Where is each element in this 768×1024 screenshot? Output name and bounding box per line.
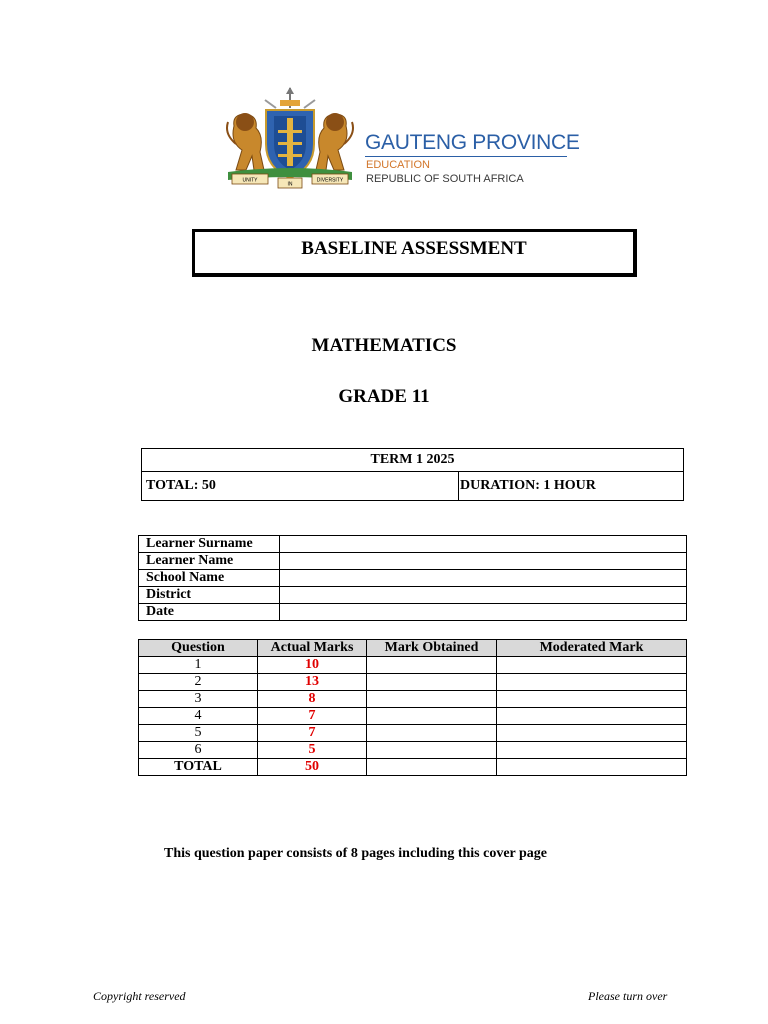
page-count-note: This question paper consists of 8 pages including this cover page [164,846,547,861]
learner-name-field[interactable] [280,553,687,570]
date-label: Date [139,604,280,621]
mark-obtained-cell[interactable] [367,725,497,742]
duration-cell: DURATION: 1 HOUR [459,472,684,501]
actual-marks: 7 [258,725,367,742]
table-row [139,553,687,570]
header-actual-marks: Actual Marks [258,640,367,657]
mark-obtained-cell[interactable] [367,657,497,674]
moderated-mark-cell[interactable] [497,708,687,725]
question-number: 5 [139,725,258,742]
question-number: 4 [139,708,258,725]
moderated-mark-cell[interactable] [497,742,687,759]
table-row [139,691,687,708]
table-row [139,570,687,587]
mark-obtained-cell[interactable] [367,708,497,725]
footer-copyright: Copyright reserved [93,989,186,1003]
footer-turn-over: Please turn over [588,989,668,1003]
table-row [139,708,687,725]
school-name-label: School Name [139,570,280,587]
total-row [139,759,687,776]
province-divider [365,156,567,157]
crest-motto-unity: UNITY [242,177,258,184]
date-field[interactable] [280,604,687,621]
total-actual-marks: 50 [258,759,367,776]
moderated-mark-cell[interactable] [497,725,687,742]
crest-motto-diversity: DIVERSITY [316,177,344,184]
learner-surname-label: Learner Surname [139,536,280,553]
moderated-mark-cell[interactable] [497,691,687,708]
actual-marks: 7 [258,708,367,725]
header-mark-obtained: Mark Obtained [367,640,497,657]
mark-obtained-cell[interactable] [367,742,497,759]
assessment-title: BASELINE ASSESSMENT [301,238,527,259]
mark-obtained-cell[interactable] [367,674,497,691]
province-name: GAUTENG PROVINCE [365,131,580,154]
title-box [192,229,637,277]
term-cell: TERM 1 2025 [142,449,684,472]
table-row [139,587,687,604]
moderated-mark-cell[interactable] [497,674,687,691]
table-row [139,604,687,621]
header-moderated-mark: Moderated Mark [497,640,687,657]
header-question: Question [139,640,258,657]
country-name: REPUBLIC OF SOUTH AFRICA [366,173,524,185]
total-moderated-mark-cell[interactable] [497,759,687,776]
total-label: TOTAL [139,759,258,776]
gauteng-crest-logo [220,86,360,190]
actual-marks: 10 [258,657,367,674]
table-row [139,657,687,674]
marks-header-row [139,640,687,657]
question-number: 1 [139,657,258,674]
mark-obtained-cell[interactable] [367,691,497,708]
crest-motto-in: IN [287,181,293,188]
subject-heading: MATHEMATICS [311,335,457,356]
table-row [139,742,687,759]
table-row [139,674,687,691]
learner-details-table [138,535,687,621]
moderated-mark-cell[interactable] [497,657,687,674]
district-label: District [139,587,280,604]
grade-heading: GRADE 11 [338,386,430,407]
question-number: 6 [139,742,258,759]
marks-table [138,639,687,776]
term-info-table [141,448,684,501]
table-row [139,536,687,553]
question-number: 2 [139,674,258,691]
learner-surname-field[interactable] [280,536,687,553]
actual-marks: 13 [258,674,367,691]
actual-marks: 8 [258,691,367,708]
learner-name-label: Learner Name [139,553,280,570]
total-mark-obtained-cell[interactable] [367,759,497,776]
question-number: 3 [139,691,258,708]
total-cell: TOTAL: 50 [142,472,459,501]
actual-marks: 5 [258,742,367,759]
table-row [139,725,687,742]
department-name: EDUCATION [366,159,430,171]
school-name-field[interactable] [280,570,687,587]
district-field[interactable] [280,587,687,604]
